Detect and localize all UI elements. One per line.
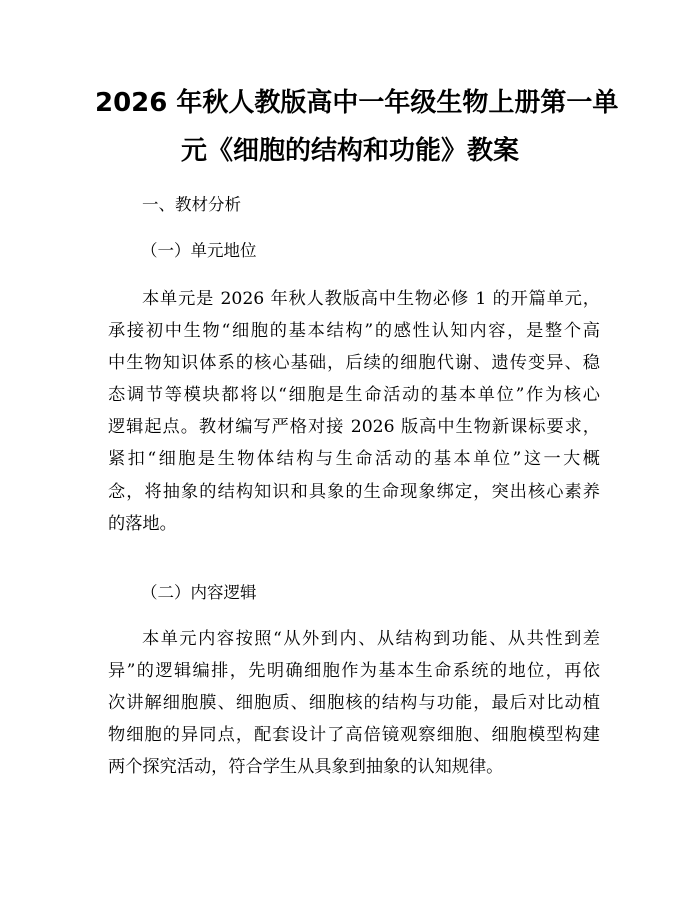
paragraph-line: 逻辑起点。教材编写严格对接 2026 版高中生物新课标要求， [108, 417, 600, 438]
document-title-line-1: 2026 年秋人教版高中一年级生物上册第一单 [95, 88, 619, 118]
paragraph-unit-position [108, 287, 600, 544]
paragraph-line: 本单元是 2026 年秋人教版高中生物必修 1 的开篇单元， [142, 289, 600, 309]
paragraph-line: 中生物知识体系的核心基础，后续的细胞代谢、遗传变异、稳 [108, 353, 600, 374]
paragraph-line: 次讲解细胞膜、细胞质、细胞核的结构与功能，最后对比动植 [108, 693, 600, 714]
paragraph-line: 物细胞的异同点，配套设计了高倍镜观察细胞、细胞模型构建 [108, 725, 600, 746]
paragraph-line: 异”的逻辑编排，先明确细胞作为基本生命系统的地位，再依 [108, 661, 600, 682]
paragraph-line: 态调节等模块都将以“细胞是生命活动的基本单位”作为核心 [108, 385, 600, 406]
paragraph-content-logic [108, 627, 600, 787]
document-title-line-2: 元《细胞的结构和功能》教案 [180, 136, 519, 166]
paragraph-line: 念，将抽象的结构知识和具象的生命现象绑定，突出核心素养 [108, 481, 600, 502]
paragraph-line: 紧扣“细胞是生物体结构与生命活动的基本单位”这一大概 [108, 449, 600, 470]
paragraph-line: 本单元内容按照“从外到内、从结构到功能、从共性到差 [142, 629, 600, 649]
paragraph-line: 的落地。 [108, 513, 177, 534]
section-heading: 一、教材分析 [142, 195, 241, 214]
paragraph-line: 两个探究活动，符合学生从具象到抽象的认知规律。 [108, 757, 504, 778]
paragraph-line: 承接初中生物“细胞的基本结构”的感性认知内容，是整个高 [108, 321, 600, 342]
subsection-heading-2: （二）内容逻辑 [141, 583, 257, 602]
subsection-heading-1: （一）单元地位 [141, 241, 257, 260]
